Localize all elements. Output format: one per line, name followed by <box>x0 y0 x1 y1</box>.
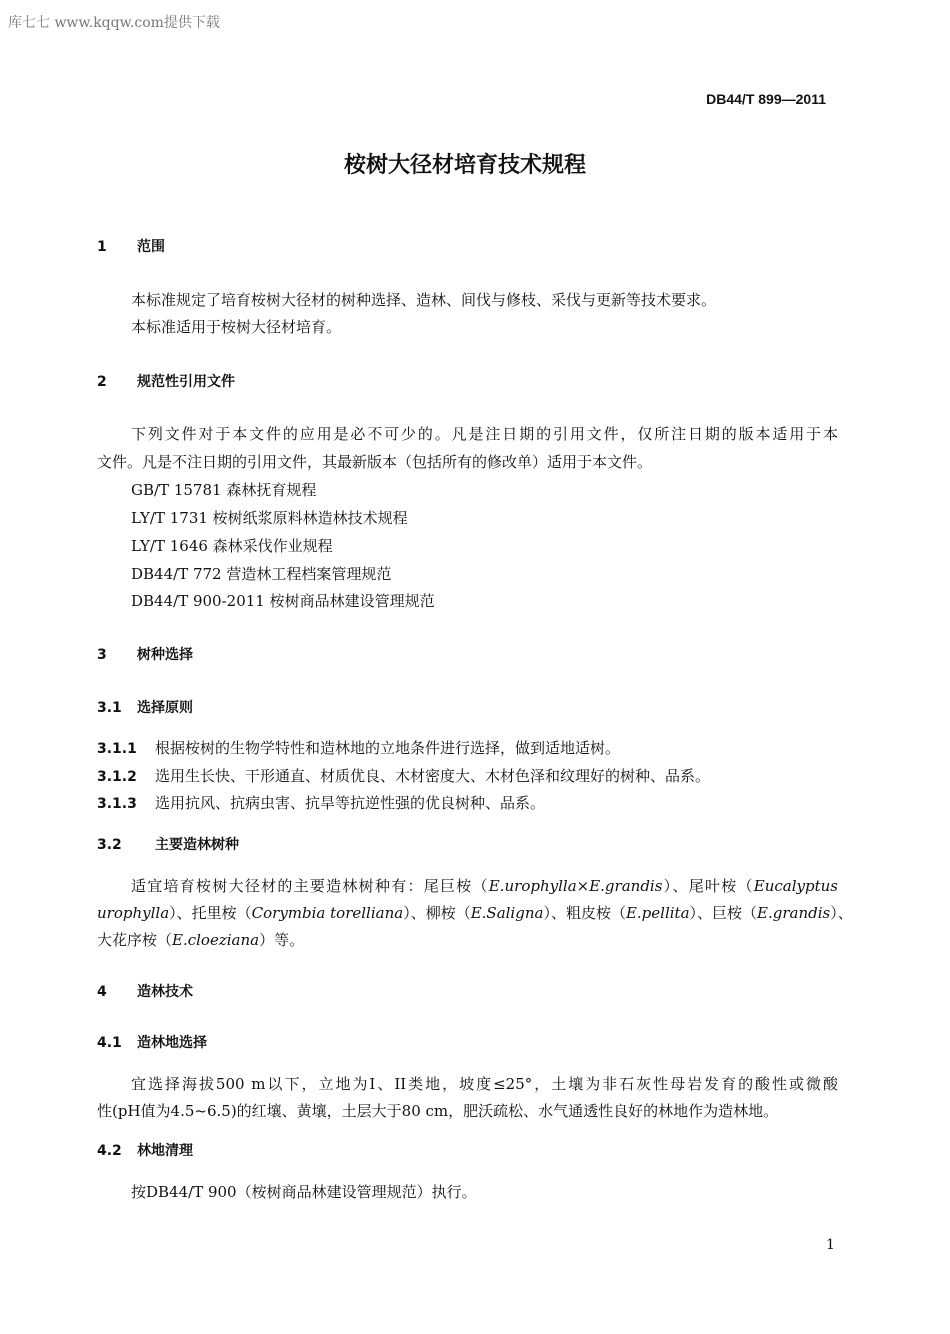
paragraph: 下列文件对于本文件的应用是必不可少的。凡是注日期的引用文件，仅所注日期的版本适用于本 <box>131 425 838 443</box>
species-name: E.Saligna <box>470 904 544 922</box>
section-title: 主要造林树种 <box>155 837 239 853</box>
section-3-heading <box>97 645 193 665</box>
text: 大花序桉（ <box>97 931 173 949</box>
section-3-2-heading <box>97 835 239 855</box>
paragraph: 文件。凡是不注日期的引用文件，其最新版本（包括所有的修改单）适用于本文件。 <box>97 453 653 471</box>
page-title: 桉树大径材培育技术规程 <box>343 153 586 178</box>
paragraph: 性(pH值为4.5~6.5)的红壤、黄壤，土层大于80 cm，肥沃疏松、水气通透性良好的林地作为造林地。 <box>97 1102 779 1120</box>
section-title: 选择原则 <box>137 700 193 716</box>
clause-text: 选用抗风、抗病虫害、抗旱等抗逆性强的优良树种、品系。 <box>155 794 546 812</box>
species-paragraph-line <box>97 903 853 923</box>
text: ）、粗皮桉（ <box>543 904 626 922</box>
clause-number: 3.1.2 <box>97 769 137 785</box>
paragraph: 本标准适用于桉树大径材培育。 <box>131 318 342 336</box>
clause-number: 3.1.3 <box>97 796 137 812</box>
section-title: 造林地选择 <box>137 1035 207 1051</box>
reference-item: LY/T 1646 森林采伐作业规程 <box>131 537 333 555</box>
paragraph: 本标准规定了培育桉树大径材的树种选择、造林、间伐与修枝、采伐与更新等技术要求。 <box>131 291 717 309</box>
clause-number: 3.1.1 <box>97 741 137 757</box>
text: ）、巨桉（ <box>689 904 758 922</box>
section-number: 4.2 <box>97 1143 122 1159</box>
section-4-2-heading <box>97 1141 193 1161</box>
species-name: E.urophylla×E.grandis <box>488 877 663 895</box>
page-number: 1 <box>826 1237 835 1253</box>
section-title: 树种选择 <box>137 647 193 663</box>
text: ）等。 <box>259 931 305 949</box>
section-4-1-heading <box>97 1033 207 1053</box>
clause-text: 根据桉树的生物学特性和造林地的立地条件进行选择，做到适地适树。 <box>155 739 621 757</box>
species-name: E.pellita <box>625 904 690 922</box>
section-number: 4 <box>97 984 107 1000</box>
clause-item <box>97 738 620 759</box>
species-name: E.grandis <box>757 904 831 922</box>
species-paragraph-line <box>97 930 304 950</box>
text: ）、托里桉（ <box>169 904 252 922</box>
section-1-heading <box>97 237 165 257</box>
text: ）、柳桉（ <box>403 904 471 922</box>
reference-item: GB/T 15781 森林抚育规程 <box>131 481 317 499</box>
text: ）、尾叶桉（ <box>662 877 754 895</box>
clause-text: 选用生长快、干形通直、材质优良、木材密度大、木材色泽和纹理好的树种、品系。 <box>155 767 711 785</box>
section-number: 3.1 <box>97 700 122 716</box>
section-number: 2 <box>97 374 107 390</box>
reference-item: LY/T 1731 桉树纸浆原料林造林技术规程 <box>131 509 408 527</box>
text: ）、 <box>830 904 853 922</box>
section-title: 范围 <box>137 239 165 255</box>
watermark: 库七七 www.kqqw.com提供下载 <box>8 15 220 31</box>
document-code: DB44/T 899—2011 <box>706 91 826 107</box>
species-name: Eucalyptus <box>753 877 838 895</box>
species-name: E.cloeziana <box>172 931 260 949</box>
section-number: 1 <box>97 239 107 255</box>
reference-item: DB44/T 900-2011 桉树商品林建设管理规范 <box>131 592 435 610</box>
species-name: urophylla <box>97 904 170 922</box>
section-2-heading <box>97 372 235 392</box>
section-number: 3.2 <box>97 837 122 853</box>
paragraph: 宜选择海拔500 m以下，立地为I、II类地，坡度≤25°，土壤为非石灰性母岩发育的酸性或微酸 <box>131 1075 838 1093</box>
reference-item: DB44/T 772 营造林工程档案管理规范 <box>131 565 392 583</box>
section-title: 造林技术 <box>137 984 193 1000</box>
section-title: 规范性引用文件 <box>137 374 235 390</box>
clause-item <box>97 793 545 814</box>
section-3-1-heading <box>97 698 193 718</box>
paragraph: 按DB44/T 900（桉树商品林建设管理规范）执行。 <box>131 1183 477 1201</box>
section-4-heading <box>97 982 193 1002</box>
section-number: 3 <box>97 647 107 663</box>
section-title: 林地清理 <box>137 1143 193 1159</box>
section-number: 4.1 <box>97 1035 122 1051</box>
species-paragraph-line <box>131 876 838 896</box>
text: 适宜培育桉树大径材的主要造林树种有：尾巨桉（ <box>131 877 489 895</box>
species-name: Corymbia torelliana <box>251 904 404 922</box>
clause-item <box>97 766 710 787</box>
